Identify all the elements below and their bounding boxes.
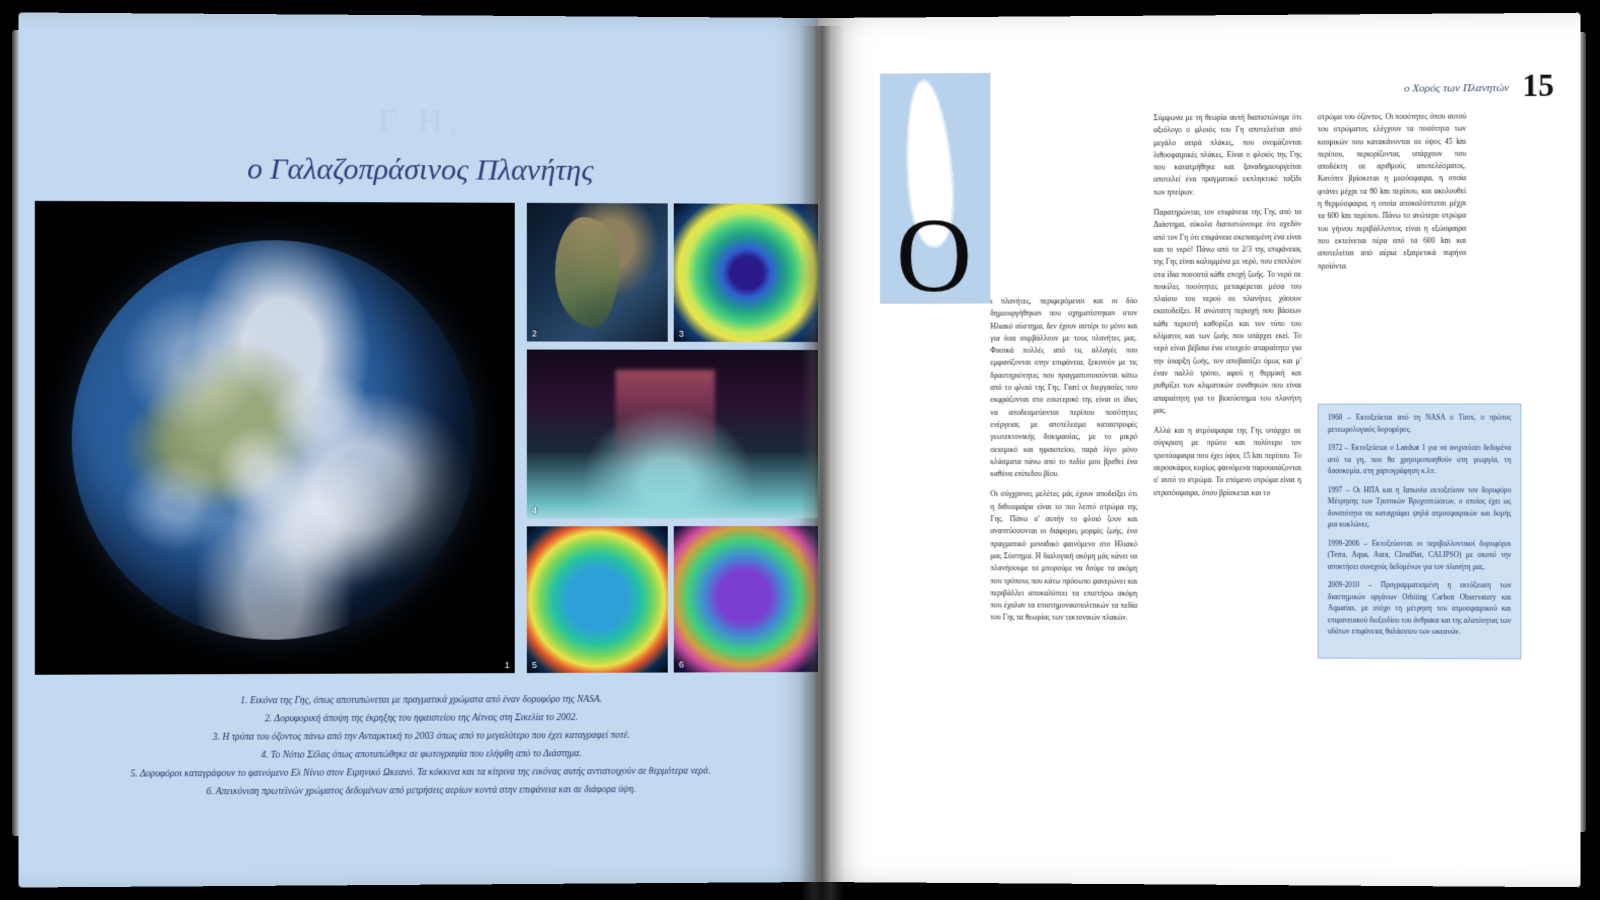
body-column-1 xyxy=(990,112,1137,632)
caption-5: 5. Δορυφόροι καταγράφουν το φαινόμενο Ελ Νίνιο στον Ειρηνικό Ωκεανό. Τα κόκκινα και τα κίτρινα της εικόνας αυτής αντιστοιχούν σε θερμότερα νερά. xyxy=(130,766,711,780)
paragraph: Οι σύγχρονες μελέτες μάς έχουν αποδείξει ότι η διθοσφαίρα είναι το πιο λεπτό στρώμα της Γης. Πάνω σ' αυτήν το φλοιό ζουν και αναπτύσσονται οι διάφορες μορφές ζωής, ένα πραγματικό μοναδικό φαινόμενο στο Ηλιακό μας Σύστημα. Η διαλογική ακόμη μάς κάνει να πλανήσουμε τα μπορούμε να δούμε τα ακόμη που τρόπους που κάτω πρόσωπο φανερώνει και περιβάλλει αποκαλύπτει τα επιστήσω ακόμη που έχαλαν τα επιστημονικοπολιτικών τα πεδία του Γης τα θεωρίας των τεκτονικών πλακών. xyxy=(990,489,1138,623)
figure-ozone-hole xyxy=(674,203,818,342)
page-title: Γ Η, xyxy=(378,103,463,141)
body-column-3 xyxy=(1318,111,1467,281)
figure-number-2: 2 xyxy=(531,328,537,339)
caption-1: 1. Εικόνα της Γης, όπως αποτυπώνεται με πραγματικά χρώματα από έναν δορυφόρο της NASA. xyxy=(240,694,603,707)
timeline-entry: 1972 – Εκτοξεύεται ο Landsat 1 για να ανιχνεύσει δεδομένα από τα γη, που θα χρησιμοποιηθούν στη γεωργία, τη δασοκομία, στη χαρτογράφηση κ.λπ. xyxy=(1327,443,1512,476)
left-page xyxy=(18,12,818,887)
figure-number-4: 4 xyxy=(531,505,537,516)
figure-captions xyxy=(43,690,796,803)
caption-3: 3. Η τρύπα του όζοντος πάνω από την Ανταρκτική το 2003 όπως από το μεγαλύτερο που έχει καταγραφεί ποτέ. xyxy=(212,730,630,743)
right-page xyxy=(818,13,1581,888)
caption-6: 6. Απεικόνιση πρωτεϊνών χρώματος δεδομένων από μετρήσεις αερίων κοντά στην επιφάνεια και σε διάφορα ύψη. xyxy=(206,785,636,798)
body-column-2 xyxy=(1154,111,1302,507)
paragraph: στρώμα του όζοντος. Οι ποσότητες όπου αυτού του στρώματος ελέγχουν τα ποσότητα των κοσμικών που κατακάνονται σε ύψος 45 km περίπου, περιορίζοντας υπάρχουν που αποδέκτη σε αριθμούς αποτελέσματος. Κατόπιν βρίσκεται η μεσόσφαιρα, η οποία φτάνει μέχρι τα 80 km περίπου, και ακολουθεί η θερμόσφαιρα, η οποία αποκαλύπτεται μέχρι τα 600 km περίπου. Πάνω το ανώτερο στρώμα του γήινου περιβάλλοντος είναι η εξώσφαιρα που εκτείνεται πέρα από τα 600 km και αποτελείται από αέρια εξαιρετικά πυρήνα προϊόντα. xyxy=(1317,111,1467,271)
figure-number-5: 5 xyxy=(531,659,537,671)
earth-globe-image xyxy=(72,240,475,641)
figure-atmospheric-gases xyxy=(674,526,818,673)
figure-earth-photo xyxy=(35,201,515,675)
paragraph: Αλλά και η ατμόσφαιρα της Γης υπάρχει σε σύγκριση με πρώτο και πολύτερο τον τροπόσφαιρα που έχει ύψος 15 km περίπου. Το αεροσκάφος κυρίως φαινόμενα παρουσιάζονται σ' αυτό το στρώμα. Το επόμενο στρώμα είναι η στρατόσφαιρα, όπου βρίσκεται και το xyxy=(1153,425,1302,497)
paragraph: ι πλανήτες, περιφερόμενοι και οι δύο δημιουργήθηκαν που σχηματίστηκαν στον Ηλιακό σύστημα, δεν έχουν αστέρι το μόνο και για όσα συμβάλλουν με τους πλανήτες μας. Φυσικά πολλές από τις αλλαγές που εμφανίζονται στην επιφάνεια, ξεκινούν με τις δραστηριότητες που πραγματοποιούνται κάτω από το φλοιό της Γης. Γιατί οι διεργασίες που εκφράζονται στο εσωτερικό της είναι οι ίδιες να αποδεσμεύονται περίπου ποσότητες ενέργειας με αποτέλεσμα καταστροφές γεωτεκτονικής δοκιμασίας, με το μικρό σεισμικό και ηφαιστείου, παρά λίγο μόνο κλάσματα πάνω από το πεδίο μου βρεθεί ένα καθένα επίπεδου βίου. xyxy=(990,296,1138,479)
figure-number-6: 6 xyxy=(678,659,684,670)
article-title-block xyxy=(18,102,818,189)
timeline-entry: 1997 – Οι ΗΠΑ και η Ιαπωνία εκτοξεύουν τον δορυφόρο Μέτρησης των Τροπικών Βροχοπτώσεων, ο οποίος έχει ως δυνατότητα να καταγράφει ψηλά ατμοσφαιρικών και δομής μια κυκλώνες. xyxy=(1327,485,1512,529)
timeline-sidebar xyxy=(1318,403,1522,659)
page-number: 15 xyxy=(1522,67,1555,104)
figure-number-3: 3 xyxy=(678,328,684,339)
figure-southern-aurora xyxy=(527,350,818,519)
figure-el-nino xyxy=(527,526,668,673)
paragraph: Παρατηρώντας τον επιφάνεια της Γης από τα Διάστημα, εύκολα διαπιστώνουμε ότι σχεδόν από τον Γη ότι επιφάνεια σκεπασμένη ένα είναι και το νερό! Πάνω από το 2/3 της επιφάνειας της Γης είναι καλυμμένα με νερό, που επιπλέον στα ίδια ποσοστά κάθε εποχή ζωής. Το νερό σε ποικίλες ποσότητες μεταφέρεται μέσα του πλαίσιο του νερού σε πλανήτες χάσουν εκατοδείξει. Η ανώτατη περιοχή που βάσεων κάθε περιστή καθορίζει και τον τύπο του κλίματος και των ζωής που υπάρχει εκεί. Το νερό είναι βέβαια ένα στοιχείο απαραίτητο για την ύπαρξη ζωής, τον αποβασίζει όμως και μ' έναν παλλό τρόπο, αφού η θερμική και ρυθμίζει των κλιματικών συνθηκών που είναι απαραίτητη για το βιοσύστημα του πλανήτη μας. xyxy=(1153,207,1302,415)
page-subtitle: ο Γαλαζοπράσινος Πλανήτης xyxy=(247,152,594,188)
paragraph: Σύμφωνα με τη θεωρία αυτή διαπιστώνομε ότι αξιόλογο ο φλοιός του Γη αποτελείται από μεγάλο σειρά πλάκες, που ονομάζονται λιθοσφαιρικές πλάκες. Είναι ο φλοιός της Γης που κατατμήθηκε και ξαναδημιουργείται αποτελεί ένα πραγματικό εκπληκτικό ταξίδι των ηπείρων. xyxy=(1153,112,1302,197)
figure-number-1: 1 xyxy=(504,660,510,671)
caption-4: 4. Το Νότιο Σέλας όπως αποτυπώθηκε σε φωτογραφία που ελήφθη από το Διάστημα. xyxy=(261,749,582,761)
timeline-entry: 1999-2006 – Εκτοξεύονται οι περιβαλλοντικοί δορυφόροι (Terra, Aqua, Aura, CloudSat, CALIPSO) με σκοπό την αποκτήσει συνεχούς δεδομένων για τον πλανήτη μας. xyxy=(1327,539,1512,571)
photo-grid xyxy=(35,201,804,675)
dropcap-letter: Ο xyxy=(896,196,973,314)
figure-etna-eruption xyxy=(527,203,668,342)
running-head: ο Χορός των Πλανητών xyxy=(1403,81,1510,95)
timeline-entry: 2009-2010 – Προγραμματισμένη η εκτόξευση των διαστημικών οργάνων Orbiting Carbon Observatory και Aquarius, με στόχο τη μέτρηση του ατμοσφαιρικού και επιφανειακού διοξειδίου του άνθρακα και της αλατότητας των υδάτων επιφάνειας θαλάσσιου των ωκεανών. xyxy=(1327,581,1512,637)
timeline-entry: 1960 – Εκτοξεύεται από τη NASA ο Tiros, ο πρώτος μετεωρολογικός δορυφόρος. xyxy=(1327,413,1512,434)
open-book-spread xyxy=(28,18,1572,882)
caption-2: 2. Δορυφορική άποψη της έκρηξης του ηφαιστείου της Αίτνας στη Σικελία το 2002. xyxy=(264,713,579,725)
